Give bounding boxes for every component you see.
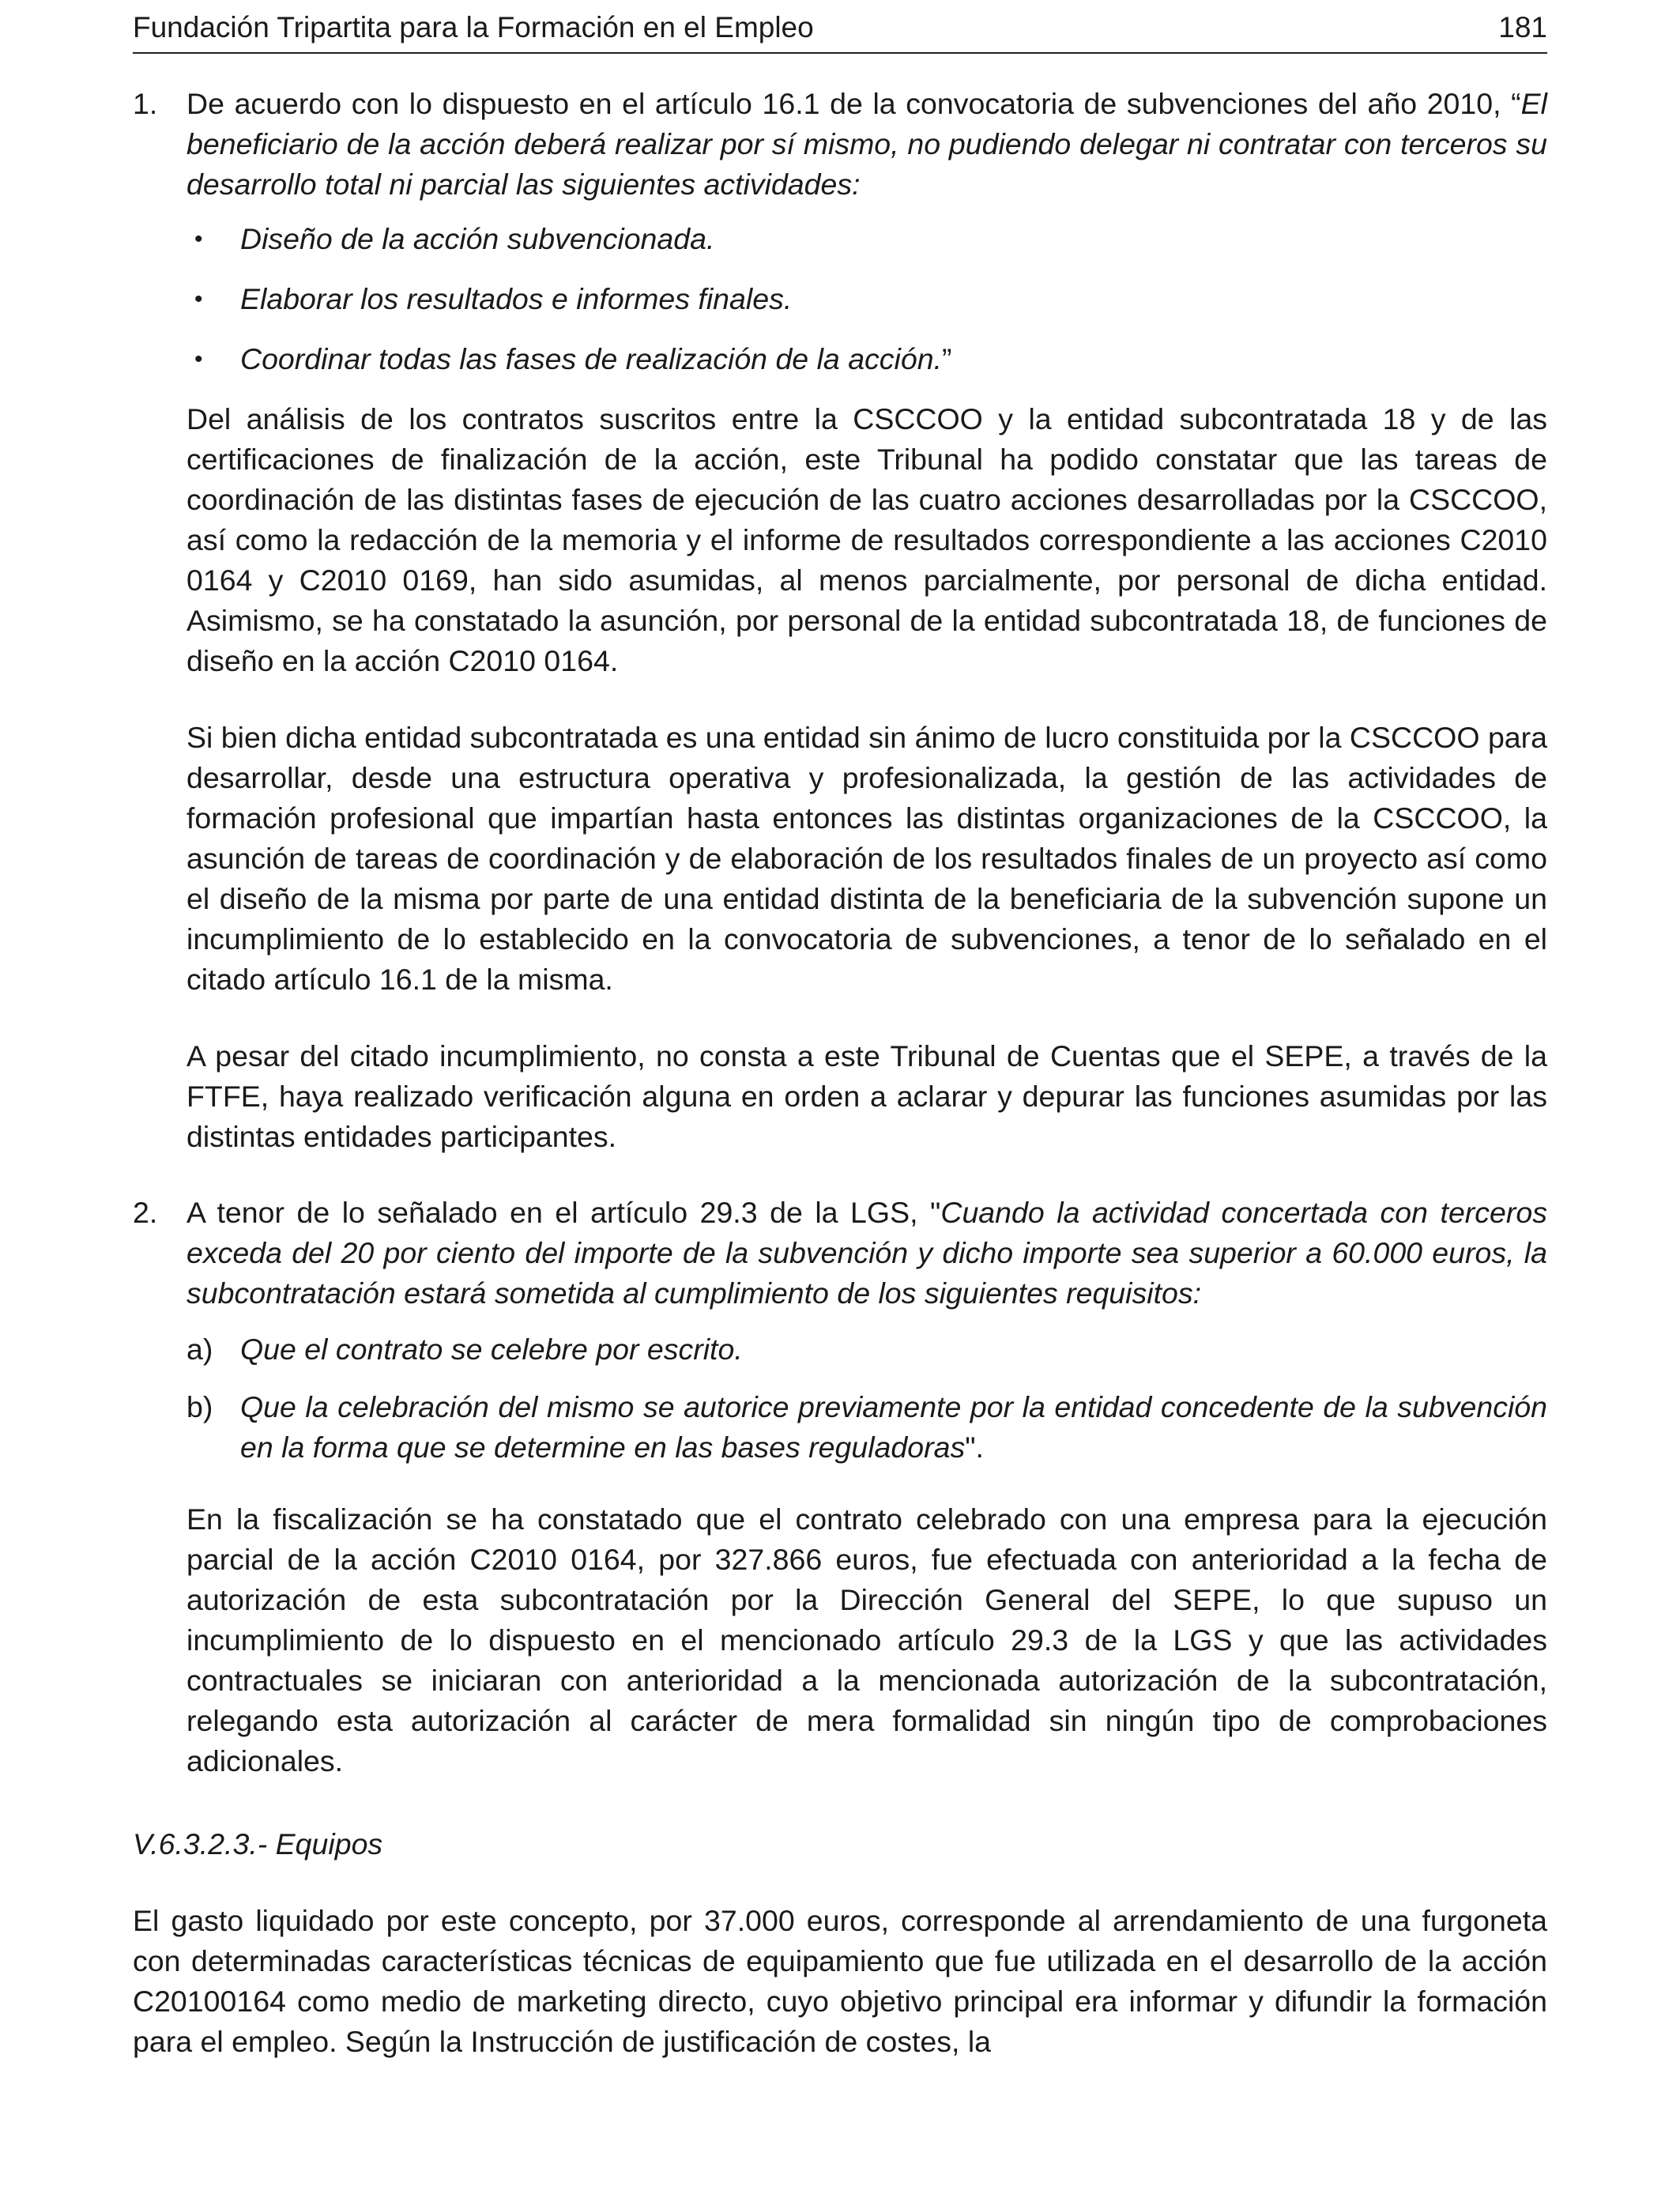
section-heading: V.6.3.2.3.- Equipos	[133, 1827, 383, 1860]
list-letter: b)	[186, 1390, 213, 1423]
document-page	[133, 0, 1547, 2062]
intro-text: A tenor de lo señalado en el artículo 29.3 de la LGS, "	[186, 1196, 941, 1229]
closing-quote: ”	[942, 342, 952, 375]
item-number: 2.	[133, 1196, 158, 1229]
bullet-icon: •	[194, 346, 203, 372]
list-item	[186, 339, 1547, 379]
closing-quote: ".	[965, 1431, 984, 1464]
list-item-text: Coordinar todas las fases de realización de la acción.	[240, 342, 943, 375]
item-intro	[186, 1193, 1547, 1314]
list-item-text: Que el contrato se celebre por escrito.	[240, 1333, 743, 1366]
paragraph: En la fiscalización se ha constatado que el contrato celebrado con una empresa para la ejecución parcial de la acción C2010 0164, por 327.866 euros, fue efectuada con anterioridad a la fecha de autorización de esta subcontratación por la Dirección General del SEPE, lo que supuso un incumplimiento de lo dispuesto en el mencionado artículo 29.3 de la LGS y que las actividades contractuales se iniciaran con anterioridad a la mencionada autorización de la subcontratación, relegando esta autorización al carácter de mera formalidad sin ningún tipo de comprobaciones adicionales.	[186, 1502, 1547, 1777]
list-item	[186, 219, 1547, 259]
list-item	[186, 1329, 1547, 1370]
list-item-text: Que la celebración del mismo se autorice previamente por la entidad concedente de la subvención en la forma que se determine en las bases reguladoras	[240, 1390, 1547, 1464]
page-header	[133, 5, 1547, 54]
list-letter: a)	[186, 1333, 213, 1366]
document-body	[133, 84, 1547, 2062]
list-item	[186, 279, 1547, 319]
header-title: Fundación Tripartita para la Formación en el Empleo	[133, 11, 814, 43]
intro-quote: Cuando la actividad concertada con terceros exceda del 20 por ciento del importe de la subvención y dicho importe sea superior a 60.000 euros, la subcontratación estará sometida al cumplimiento de los siguientes requisitos:	[186, 1196, 1547, 1310]
numbered-item-1	[133, 84, 1547, 1157]
page-number: 181	[1498, 11, 1547, 43]
activity-list	[186, 219, 1547, 379]
numbered-item-2	[133, 1193, 1547, 1781]
list-item	[186, 1387, 1547, 1468]
paragraph: El gasto liquidado por este concepto, por 37.000 euros, corresponde al arrendamiento de una furgoneta con determinadas características técnicas de equipamiento que fue utilizada en el desarrollo de la acción C20100164 como medio de marketing directo, cuyo objetivo principal era informar y difundir la formación para el empleo. Según la Instrucción de justificación de costes, la	[133, 1904, 1547, 2058]
intro-text: De acuerdo con lo dispuesto en el artículo 16.1 de la convocatoria de subvenciones del año 2010, “	[186, 87, 1521, 120]
bullet-icon: •	[194, 226, 203, 252]
item-number: 1.	[133, 87, 158, 120]
item-intro	[186, 84, 1547, 205]
paragraph: Del análisis de los contratos suscritos entre la CSCCOO y la entidad subcontratada 18 y de las certificaciones de finalización de la acción, este Tribunal ha podido constatar que las tareas de coordinación de las distintas fases de ejecución de las cuatro acciones desarrolladas por la CSCCOO, así como la redacción de la memoria y el informe de resultados correspondiente a las acciones C2010 0164 y C2010 0169, han sido asumidas, al menos parcialmente, por personal de dicha entidad. Asimismo, se ha constatado la asunción, por personal de la entidad subcontratada 18, de funciones de diseño en la acción C2010 0164.	[186, 402, 1547, 677]
list-item-text: Diseño de la acción subvencionada.	[240, 222, 715, 255]
requirements-list	[186, 1329, 1547, 1468]
paragraph: Si bien dicha entidad subcontratada es una entidad sin ánimo de lucro constituida por la CSCCOO para desarrollar, desde una estructura operativa y profesionalizada, la gestión de las actividades de formación profesional que impartían hasta entonces las distintas organizaciones de la CSCCOO, la asunción de tareas de coordinación y de elaboración de los resultados finales de un proyecto así como el diseño de la misma por parte de una entidad distinta de la beneficiaria de la subvención supone un incumplimiento de lo establecido en la convocatoria de subvenciones, a tenor de lo señalado en el citado artículo 16.1 de la misma.	[186, 721, 1547, 996]
paragraph: A pesar del citado incumplimiento, no consta a este Tribunal de Cuentas que el SEPE, a través de la FTFE, haya realizado verificación alguna en orden a aclarar y depurar las funciones asumidas por las distintas entidades participantes.	[186, 1039, 1547, 1153]
intro-quote: El beneficiario de la acción deberá realizar por sí mismo, no pudiendo delegar ni contratar con terceros su desarrollo total ni parcial las siguientes actividades:	[186, 87, 1547, 201]
bullet-icon: •	[194, 286, 203, 312]
list-item-text: Elaborar los resultados e informes finales.	[240, 282, 793, 315]
